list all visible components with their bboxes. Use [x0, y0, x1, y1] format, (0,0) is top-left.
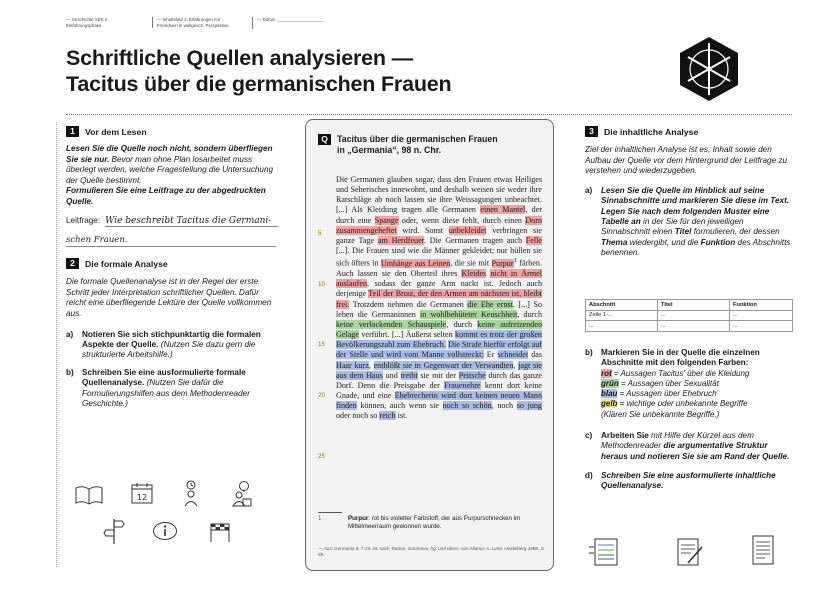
instruction-guiding-question: Formulieren Sie eine Leitfrage zu der abgedruckten Quelle.: [66, 186, 266, 206]
section-2-heading: [66, 258, 278, 269]
task-2a-label: a): [66, 329, 74, 339]
title-line-2: Tacitus über die germanischen Frauen: [66, 72, 452, 96]
task-3b: [585, 348, 795, 420]
title-line-1: Schriftliche Quellen analysieren —: [66, 46, 413, 70]
task-3b-instruction: Markieren Sie in der Quelle die einzelnen Abschnitte mit den folgenden Farben:: [601, 348, 760, 368]
marked-document-icon: [587, 537, 621, 567]
task-3c: [585, 431, 795, 462]
task-3a-text-4: des Abschnitts benennen.: [601, 237, 791, 258]
table-cell[interactable]: Zeile 1-...: [586, 310, 658, 321]
legend-green-key: grün: [601, 379, 619, 389]
task-2a: [66, 330, 278, 361]
task-2a-instruction: Notieren Sie sich stichpunktartig die formalen Aspekte der Quelle.: [82, 329, 261, 349]
legend-note: (Klären Sie unbekannte Begriffe.): [601, 409, 720, 419]
task-3a-term-theme: Thema: [601, 237, 628, 247]
table-header-cell: Titel: [658, 300, 730, 311]
legend-blue: [601, 389, 795, 399]
line-number-20: 20: [318, 392, 326, 399]
task-3c-text: mit Hilfe der Kürzel aus dem Methodenreader: [601, 430, 754, 451]
task-3a: [585, 186, 795, 259]
section-table: [585, 299, 793, 332]
task-3d-label: d): [585, 471, 593, 481]
legend-green-text: = Aussagen über Sexualität: [618, 379, 719, 389]
calendar-day: 12: [136, 493, 148, 502]
info-icon: [152, 521, 178, 541]
section-1-heading: [66, 126, 278, 137]
task-3a-label: a): [585, 185, 593, 195]
task-3a-text-2: formulieren, der dessen: [691, 227, 780, 237]
task-3b-label: b): [585, 348, 593, 357]
source-badge: Q: [318, 134, 331, 145]
task-3d-instruction: Schreiben Sie eine ausformulierte inhaltliche Quellenanalyse.: [601, 471, 776, 491]
table-cell[interactable]: ...: [586, 321, 658, 332]
legend-green: [601, 379, 795, 389]
meta-field: — Inhaltsfeld 1: Erfahrungen mit: [157, 17, 220, 22]
header-meta-date[interactable]: [252, 17, 323, 29]
source-box: [305, 119, 554, 571]
meta-phase: Einführungsphase: [66, 22, 102, 28]
section-1-title: Vor dem Lesen: [85, 126, 147, 137]
task-3d: [585, 471, 795, 492]
section-2-text: Die formale Quellenanalyse ist in der Regel der erste Schritt jeder Interpretation schriftlicher Quellen. Dafür reicht eine überfliegende Lektüre der Quelle vollkommen aus.: [66, 277, 272, 318]
table-cell[interactable]: ...: [730, 321, 793, 332]
table-header-cell: Abschnitt: [586, 300, 658, 311]
legend-red-key: rot: [601, 368, 612, 378]
legend-blue-text: = Aussagen über Ehebruch: [617, 389, 717, 399]
footnote-rule: [318, 512, 342, 513]
footnote-number: 1: [318, 515, 322, 522]
table-cell[interactable]: ...: [658, 310, 730, 321]
instruction-skim-explain: Bevor man ohne Plan losarbeitet muss überlegt werden, welche Fragestellung die Untersuchung der Quelle bestimmt.: [66, 154, 274, 185]
source-title: [337, 134, 498, 156]
finish-flag-icon: [207, 518, 233, 544]
source-title-line-2: in „Germania“, 98 n. Chr.: [337, 145, 442, 155]
section-3-title: Die inhaltliche Analyse: [604, 126, 699, 137]
table-row: [586, 321, 793, 332]
table-header-cell: Funktion: [730, 300, 793, 311]
legend-yellow: [601, 399, 795, 409]
section-1-text: [66, 144, 278, 208]
task-2b: [66, 368, 278, 410]
page-title: [66, 45, 451, 97]
instruction-skim: Lesen Sie die Quelle noch nicht, sondern überfliegen Sie sie nur.: [66, 144, 273, 164]
task-2b-label: b): [66, 367, 74, 377]
source-text: Die Germanen glauben sogar, dass den Frauen etwas Heiliges und Seherisches innewohnt, und deshalb weisen sie weder ihre Ratschläge ab noch lassen sie ihre Weissagungen unbeachtet. [...] Als Kleidung tragen alle Germanen einen Mantel, der durch eine Spange oder, wenn diese fehlt, durch einen Dorn zusammengeheftet wird. Sonst unbekleidet verbringen sie ganze Tage am Herdfeuer. Die Germanen tragen auch Felle [...]. Die Frauen sind wie die Männer gekleidet; nur hüllen sie sich öfters in Umhänge aus Leinen, die sie mit Purpur$^1$ färben. Auch lassen sie den Oberteil ihres Kleides nicht in Ärmel auslaufen, sodass der ganze Arm nackt ist. Jedoch auch derjenige Teil der Brust, der den Armen am nächsten ist, bleibt frei. Trotzdem nehmen die Germanen die Ehe ernst. [...] So leben die Germaninnen in wohlbehüteter Keuschheit, durch keine verlockenden Schauspiele, durch keine aufreizenden Gelage verführt. [...] Äußerst selten kommt es trotz der großen Bevölkerungszahl zum Ehebruch. Die Strafe hierfür erfolgt auf der Stelle und wird vom Manne vollstreckt: Er schneidet das Haar kurz, entblößt sie in Gegenwart der Verwandten, jagt sie aus dem Haus und treibt sie mit der Peitsche durch das ganze Dorf. Denn die Preisgabe der Frauenehre kennt dort keine Gnade, und eine Ehebrecherin wird dort keinen neuen Mann finden können, auch wenn sie noch so schön, noch so jung oder noch so reich ist.: [336, 175, 543, 421]
signpost-icon: [103, 516, 125, 546]
section-3-intro: Ziel der inhaltlichen Analyse ist es, Inhalt sowie den Aufbau der Quelle vor dem Hintergrund der Leitfrage zu verstehen und wiederzugeben.: [585, 145, 788, 176]
header-meta-subject: [66, 17, 107, 28]
leitfrage-answer-line-2[interactable]: schen Frauen.: [66, 235, 276, 247]
header-meta-field: [152, 17, 229, 28]
calendar-icon: [130, 481, 154, 505]
line-number-5: 5: [318, 230, 322, 237]
table-header-row: [586, 300, 793, 311]
legend-blue-key: blau: [601, 389, 618, 399]
task-3a-instruction-1: Lesen Sie die Quelle im Hinblick auf seine Sinnabschnitte und markieren Sie diese im Text.: [601, 185, 790, 206]
column-before-reading: [66, 126, 278, 409]
footnote-term: Purpur: [348, 515, 369, 522]
task-2b-instruction: Schreiben Sie eine ausformulierte formale Quellenanalyse.: [82, 367, 246, 388]
task-2b-hint: (Nutzen Sie dafür die Formulierungshilfen aus dem Methodenreader Geschichte.): [82, 378, 250, 408]
leitfrage-row[interactable]: [66, 216, 278, 228]
left-margin-divider: [56, 122, 57, 567]
legend-red-text: = Aussagen Tacitus' über die Kleidung: [611, 368, 750, 378]
line-number-10: 10: [318, 281, 326, 288]
source-title-line-1: Tacitus über die germanischen Frauen: [337, 134, 498, 144]
table-cell[interactable]: ...: [730, 310, 793, 321]
legend-yellow-key: gelb: [601, 399, 618, 409]
leitfrage-answer-line-1[interactable]: Wie beschreibt Tacitus die Germani-: [105, 216, 278, 228]
leitfrage-label: Leitfrage:: [66, 215, 101, 225]
footnote: [318, 515, 546, 531]
date-field[interactable]: — Datum ___________________: [257, 17, 324, 22]
task-2a-hint: (Nutzen Sie dazu gern die strukturierte Arbeitshilfe.): [82, 339, 256, 360]
section-2-title: Die formale Analyse: [85, 258, 168, 269]
section-3-heading: [585, 126, 795, 137]
source-heading: [318, 134, 498, 156]
task-3a-term-title: Titel: [674, 227, 692, 237]
section-1-badge: 1: [66, 126, 79, 137]
section-3-badge: 3: [585, 126, 598, 137]
footnote-text: : rot bis violetter Farbstoff, der aus Purpurschnecken im Mittelmeerraum gewonnen wurde.: [348, 515, 521, 530]
table-row: [586, 310, 793, 321]
task-3a-instruction-2: Legen Sie nach dem folgenden Muster eine Tabelle an: [601, 206, 770, 226]
task-3a-text-3: wiedergibt, und die: [627, 237, 701, 247]
line-number-15: 15: [318, 341, 326, 348]
line-number-25: 25: [318, 453, 326, 460]
section-2-badge: 2: [66, 258, 79, 269]
header-divider: [66, 114, 792, 115]
task-3a-term-function: Funktion: [700, 237, 736, 247]
legend-yellow-text: = wichtige oder unbekannte Begriffe: [617, 399, 748, 409]
writing-document-icon: [674, 535, 704, 567]
task-3c-instruction-2: die argumentative Struktur heraus und notieren Sie sie am Rand der Quelle.: [601, 441, 790, 461]
clock-person-icon: [180, 480, 202, 508]
column-content-analysis: [585, 126, 795, 259]
task-3c-label: c): [585, 430, 593, 440]
meta-subject: — Geschichte SEK II: [66, 17, 108, 22]
table-cell[interactable]: ...: [658, 321, 730, 332]
hexagon-logo-icon: [676, 35, 742, 103]
text-document-icon: [750, 533, 776, 567]
task-3c-instruction-1: Arbeiten Sie: [601, 430, 649, 440]
legend-red: [601, 369, 795, 379]
book-icon: [74, 484, 104, 506]
source-citation: — Aus: Germania 8, 7-19, zit. nach Tacitus, Germania, hg. und übers. von Allanus A. Lund, Heidelberg 1988, S. 85.: [318, 546, 545, 557]
lightbulb-person-icon: [230, 480, 254, 508]
column-content-tasks: [585, 348, 795, 492]
task-3a-text-1: in der Sie für den jeweiligen Sinnabschnitt einen: [601, 217, 744, 237]
meta-field-2: Fremdsein in weltgesch. Perspektive: [157, 22, 229, 28]
